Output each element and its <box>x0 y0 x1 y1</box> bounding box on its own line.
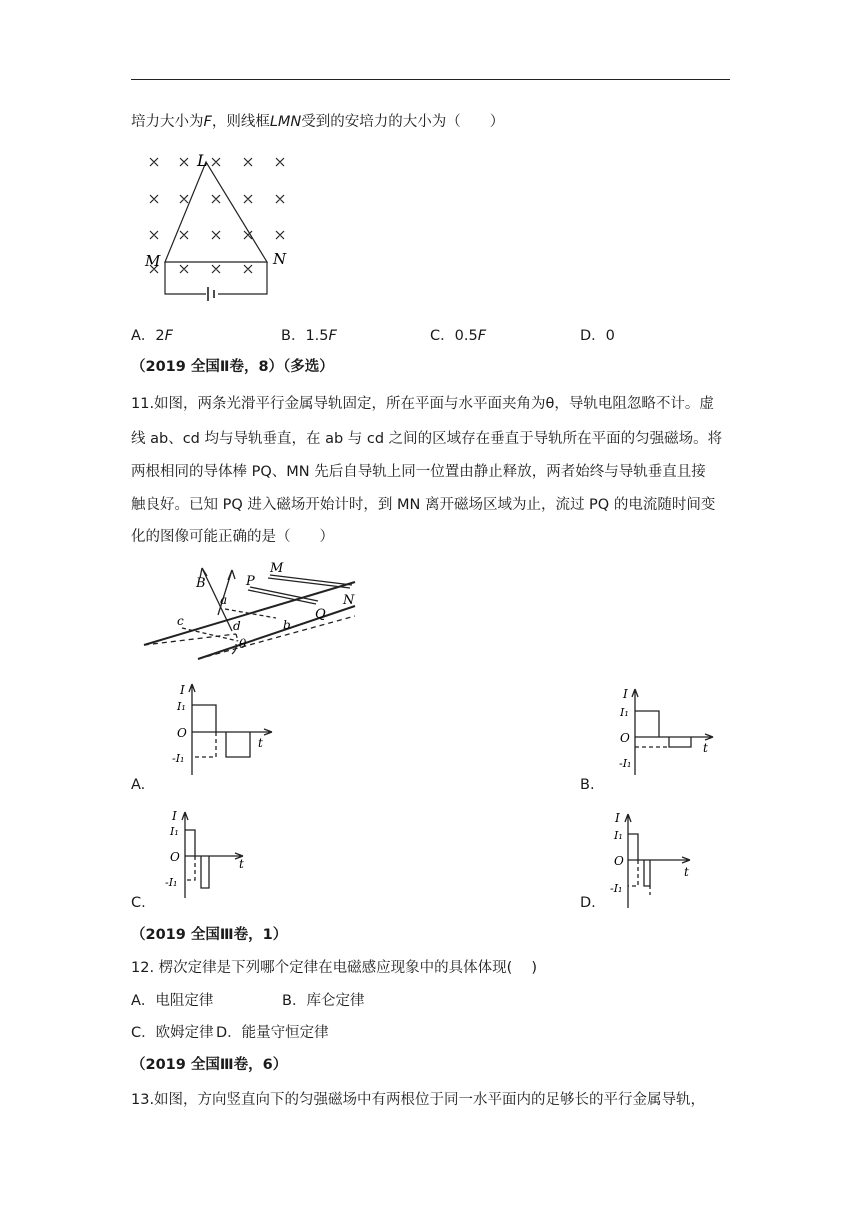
q10-option-b[interactable]: B．1.5F <box>281 328 337 344</box>
svg-text:b: b <box>283 618 291 632</box>
q11-graph-a <box>172 680 282 780</box>
svg-text:M: M <box>145 252 161 270</box>
svg-text:t: t <box>239 857 244 871</box>
q11-stem-line-3: 两根相同的导体棒 PQ、MN 先后自导轨上同一位置由静止释放，两者始终与导轨垂直且接 <box>131 464 706 480</box>
svg-text:I₁: I₁ <box>614 829 623 842</box>
svg-text:I: I <box>180 683 185 697</box>
svg-text:a: a <box>220 593 228 607</box>
svg-text:-I₁: -I₁ <box>165 876 178 889</box>
q11-option-d[interactable]: D. <box>580 895 596 911</box>
svg-text:I: I <box>615 811 620 825</box>
q12-option-c[interactable]: C．欧姆定律 <box>131 1025 214 1041</box>
svg-text:d: d <box>233 619 241 633</box>
svg-text:N: N <box>343 593 355 608</box>
q10-option-a[interactable]: A．2F <box>131 328 173 344</box>
svg-text:I: I <box>623 687 628 701</box>
q12-option-a[interactable]: A．电阻定律 <box>131 993 214 1009</box>
q10-figure <box>140 148 300 308</box>
svg-text:M: M <box>270 561 284 576</box>
q11-graph-b <box>615 685 725 780</box>
svg-text:-I₁: -I₁ <box>172 752 185 765</box>
svg-text:I₁: I₁ <box>170 825 179 838</box>
q11-figure <box>140 560 360 660</box>
svg-text:I₁: I₁ <box>620 706 629 719</box>
svg-text:I₁: I₁ <box>177 700 186 713</box>
header-rule <box>131 79 730 80</box>
svg-text:B: B <box>196 576 206 591</box>
svg-text:-I₁: -I₁ <box>619 757 632 770</box>
svg-text:t: t <box>684 865 689 879</box>
q13-source: （2019 全国Ⅲ卷，6） <box>131 1057 288 1073</box>
q11-stem-line-2: 线 ab、cd 均与导轨垂直，在 ab 与 cd 之间的区域存在垂直于导轨所在平面的匀强磁场。将 <box>131 431 723 447</box>
svg-text:c: c <box>177 614 184 628</box>
svg-text:O: O <box>614 854 624 868</box>
q12-source: （2019 全国Ⅲ卷，1） <box>131 927 288 943</box>
q11-stem-line-1: 11.如图，两条光滑平行金属导轨固定，所在平面与水平面夹角为θ，导轨电阻忽略不计。虚 <box>131 396 714 412</box>
q11-graph-d <box>608 810 708 910</box>
svg-text:P: P <box>246 574 255 589</box>
svg-text:Q: Q <box>315 607 326 622</box>
q11-option-c[interactable]: C. <box>131 895 146 911</box>
q11-graph-c <box>163 808 263 900</box>
q10-option-d[interactable]: D．0 <box>580 328 615 344</box>
q10-option-c[interactable]: C．0.5F <box>430 328 487 344</box>
q10-stem-tail: 培力大小为F，则线框LMN受到的安培力的大小为（ ） <box>131 114 505 130</box>
q11-option-b[interactable]: B. <box>580 777 595 793</box>
q11-stem-line-4: 触良好。已知 PQ 进入磁场开始计时，到 MN 离开磁场区域为止，流过 PQ 的电流随时间变 <box>131 497 716 513</box>
svg-text:θ: θ <box>239 637 247 651</box>
q12-option-d[interactable]: D．能量守恒定律 <box>216 1025 329 1041</box>
svg-text:I: I <box>172 809 177 823</box>
svg-text:t: t <box>258 736 263 750</box>
q11-option-a[interactable]: A. <box>131 777 146 793</box>
q12-option-b[interactable]: B．库仑定律 <box>282 993 365 1009</box>
q12-stem: 12. 楞次定律是下列哪个定律在电磁感应现象中的具体体现( ) <box>131 960 538 976</box>
svg-text:L: L <box>197 151 208 170</box>
svg-text:O: O <box>170 850 180 864</box>
svg-text:N: N <box>273 250 287 268</box>
svg-text:O: O <box>620 731 630 745</box>
q13-stem: 13.如图，方向竖直向下的匀强磁场中有两根位于同一水平面内的足够长的平行金属导轨， <box>131 1092 706 1108</box>
field-crosses <box>150 158 284 273</box>
svg-text:-I₁: -I₁ <box>610 882 623 895</box>
svg-text:O: O <box>177 726 187 740</box>
q11-source: （2019 全国Ⅱ卷，8）（多选） <box>131 359 334 375</box>
svg-text:t: t <box>703 741 708 755</box>
q11-stem-line-5: 化的图像可能正确的是（ ） <box>131 529 334 545</box>
